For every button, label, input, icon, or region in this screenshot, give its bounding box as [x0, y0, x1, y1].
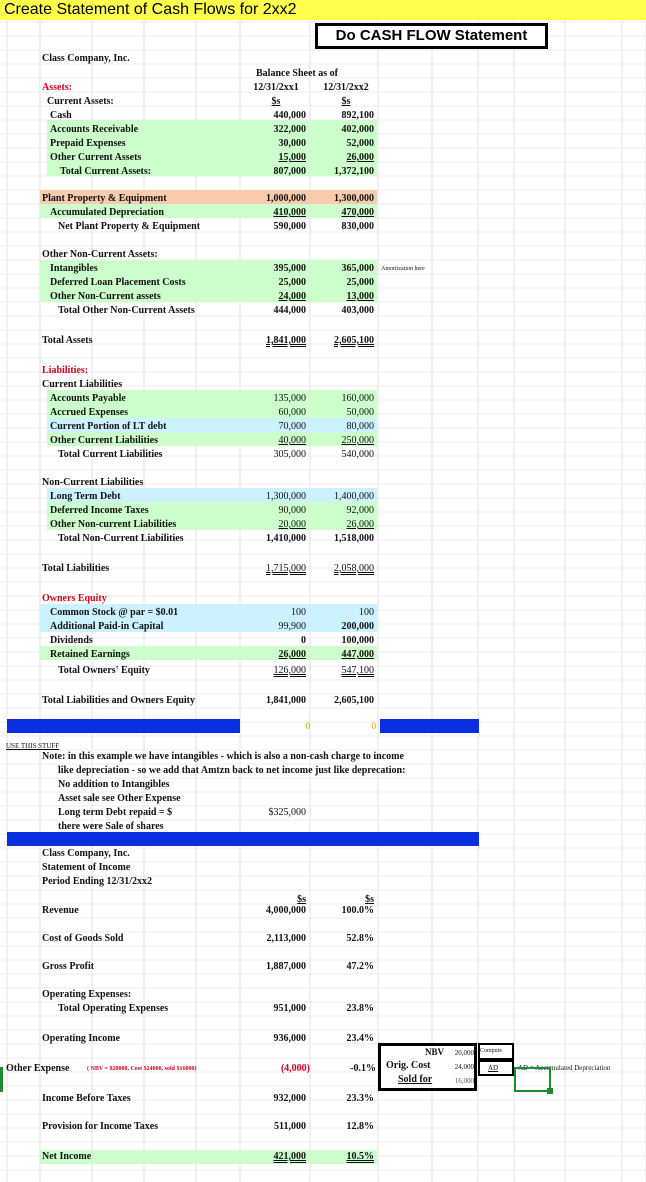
- other-nc-assets-heading: Other Non-Current Assets:: [42, 249, 158, 260]
- ltd-v1: 1,300,000: [266, 491, 306, 502]
- total-cl-v1: 305,000: [273, 449, 306, 460]
- accdep-v1: 410,000: [273, 207, 306, 218]
- total-cl-v2: 540,000: [341, 449, 374, 460]
- is-company: Class Company, Inc.: [42, 848, 130, 859]
- section-divider-bar: [7, 832, 479, 846]
- ap-label: Accounts Payable: [50, 393, 126, 404]
- cash-flow-task-box[interactable]: Do CASH FLOW Statement: [315, 23, 548, 49]
- total-other-nc-v2: 403,000: [341, 305, 374, 316]
- other-ncl-label: Other Non-current Liabilities: [50, 519, 177, 530]
- other-cl-v2: 250,000: [341, 435, 374, 446]
- opex-label: Total Operating Expenses: [58, 1003, 169, 1014]
- ltd-repaid-value: $325,000: [268, 807, 306, 818]
- cash-v1: 440,000: [273, 110, 306, 121]
- total-ncl-v2: 1,518,000: [334, 533, 374, 544]
- total-assets-v1: 1,841,000: [266, 335, 306, 346]
- other-current-assets-v2: 26,000: [346, 152, 374, 163]
- ppe-v2: 1,300,000: [334, 193, 374, 204]
- gross-profit-label: Gross Profit: [42, 961, 95, 972]
- other-nc-assets-v1: 24,000: [278, 291, 306, 302]
- is-col-1: $s: [297, 894, 306, 905]
- re-label: Retained Earnings: [50, 649, 130, 660]
- check-value-2: 0: [371, 721, 376, 731]
- other-nc-assets-v2: 13,000: [346, 291, 374, 302]
- accdep-v2: 470,000: [341, 207, 374, 218]
- common-stock-label: Common Stock @ par = $0.01: [50, 607, 179, 618]
- total-liabilities-v2: 2,058,000: [334, 563, 374, 574]
- dividends-v2: 100,000: [341, 635, 374, 646]
- other-ncl-v1: 20,000: [278, 519, 306, 530]
- ar-v2: 402,000: [341, 124, 374, 135]
- is-period: Period Ending 12/31/2xx2: [42, 876, 153, 887]
- intangibles-v1: 395,000: [273, 263, 306, 274]
- date-col-1: 12/31/2xx1: [253, 82, 299, 93]
- orig-cost-label: Orig. Cost: [386, 1060, 431, 1071]
- balance-sheet-header: Balance Sheet as of: [256, 68, 338, 79]
- use-this-stuff-label: USE THIS STUFF: [6, 742, 60, 750]
- liabilities-heading: Liabilities:: [42, 365, 89, 376]
- assets-heading: Assets:: [42, 82, 72, 93]
- net-ppe-label: Net Plant Property & Equipment: [58, 221, 201, 232]
- nbv-value: 20,000: [454, 1049, 474, 1057]
- sheet-title: Create Statement of Cash Flows for 2xx2: [4, 1, 297, 18]
- total-cl-label: Total Current Liabilities: [58, 449, 163, 460]
- nbv-label: NBV: [425, 1047, 445, 1057]
- note-line-6: there were Sale of shares: [58, 821, 164, 832]
- ad-definition: AD = Accumulated Depreciation: [518, 1064, 611, 1072]
- other-expense-value: (4,000): [280, 1063, 310, 1074]
- total-equity-v2: 547,100: [341, 665, 374, 676]
- op-income-value: 936,000: [273, 1033, 306, 1044]
- revenue-pct: 100.0%: [341, 905, 374, 916]
- op-income-pct: 23.4%: [346, 1033, 374, 1044]
- current-lt-v1: 70,000: [278, 421, 306, 432]
- currency-col-1: $s: [271, 96, 281, 107]
- cogs-value: 2,113,000: [266, 933, 306, 944]
- current-assets-heading: Current Assets:: [47, 96, 114, 107]
- note-line-1: Note: in this example we have intangibles - which is also a non-cash charge to income: [42, 751, 404, 762]
- opex-value: 951,000: [273, 1003, 306, 1014]
- loan-costs-label: Deferred Loan Placement Costs: [50, 277, 186, 288]
- check-bar-left: [7, 719, 240, 733]
- accrued-v2: 50,000: [346, 407, 374, 418]
- total-assets-v2: 2,605,100: [334, 335, 374, 346]
- total-other-nc-v1: 444,000: [273, 305, 306, 316]
- other-current-assets-label: Other Current Assets: [50, 152, 142, 163]
- tax-pct: 12.8%: [346, 1121, 374, 1132]
- total-assets-label: Total Assets: [42, 335, 93, 346]
- dit-v1: 90,000: [278, 505, 306, 516]
- tax-label: Provision for Income Taxes: [42, 1121, 159, 1132]
- cash-v2: 892,100: [341, 110, 374, 121]
- other-expense-label: Other Expense: [6, 1063, 70, 1074]
- revenue-label: Revenue: [42, 905, 79, 916]
- intangibles-label: Intangibles: [50, 263, 98, 274]
- compute-label: Compute: [480, 1048, 502, 1054]
- total-liabilities-label: Total Liabilities: [42, 563, 110, 574]
- intangibles-v2: 365,000: [341, 263, 374, 274]
- amortization-note: Amortization here: [381, 266, 425, 272]
- ap-v1: 135,000: [273, 393, 306, 404]
- re-v2: 447,000: [341, 649, 374, 660]
- loan-costs-v2: 25,000: [346, 277, 374, 288]
- ap-v2: 160,000: [341, 393, 374, 404]
- fill-handle[interactable]: [547, 1088, 553, 1094]
- sold-for-value: 16,000: [454, 1077, 474, 1085]
- net-income-value: 421,000: [273, 1151, 306, 1162]
- common-stock-v2: 100: [359, 607, 374, 618]
- prepaid-v2: 52,000: [346, 138, 374, 149]
- company-name: Class Company, Inc.: [42, 53, 130, 64]
- accdep-label: Accumulated Depreciation: [50, 207, 164, 218]
- common-stock-v1: 100: [291, 607, 306, 618]
- apic-v1: 99,900: [278, 621, 306, 632]
- other-expense-pct: -0.1%: [350, 1063, 376, 1074]
- cash-label: Cash: [50, 110, 72, 121]
- total-ncl-label: Total Non-Current Liabilities: [58, 533, 184, 544]
- other-expense-detail: ( NBV = $20000, Cost $24000, sold $16000): [87, 1066, 197, 1072]
- current-liabilities-heading: Current Liabilities: [42, 379, 123, 390]
- total-le-v2: 2,605,100: [334, 695, 374, 706]
- ppe-v1: 1,000,000: [266, 193, 306, 204]
- loan-costs-v1: 25,000: [278, 277, 306, 288]
- total-current-assets-v1: 807,000: [273, 166, 306, 177]
- total-le-label: Total Liabilities and Owners Equity: [42, 695, 195, 706]
- ad-label: AD: [488, 1064, 499, 1072]
- note-line-4: Asset sale see Other Expense: [58, 793, 181, 804]
- total-liabilities-v1: 1,715,000: [266, 563, 306, 574]
- net-income-label: Net Income: [42, 1151, 92, 1162]
- apic-label: Additional Paid-in Capital: [50, 621, 164, 632]
- gross-profit-value: 1,887,000: [266, 961, 306, 972]
- is-col-2: $s: [365, 894, 374, 905]
- tax-value: 511,000: [274, 1121, 306, 1132]
- other-current-assets-v1: 15,000: [278, 152, 306, 163]
- total-equity-label: Total Owners' Equity: [58, 665, 150, 676]
- accrued-label: Accrued Expenses: [50, 407, 129, 418]
- selected-cell[interactable]: [514, 1067, 551, 1092]
- currency-col-2: $s: [341, 96, 351, 107]
- note-line-5: Long term Debt repaid = $: [58, 807, 173, 818]
- apic-v2: 200,000: [341, 621, 374, 632]
- current-lt-v2: 80,000: [346, 421, 374, 432]
- ebt-value: 932,000: [273, 1093, 306, 1104]
- note-line-2: like depreciation - so we add that Amtzn back to net income just like deprecation:: [58, 765, 406, 776]
- sold-for-label: Sold for: [398, 1074, 433, 1085]
- dit-label: Deferred Income Taxes: [50, 505, 149, 516]
- dividends-label: Dividends: [50, 635, 93, 646]
- dit-v2: 92,000: [346, 505, 374, 516]
- row-selection-marker: [0, 1067, 3, 1092]
- net-ppe-v2: 830,000: [341, 221, 374, 232]
- opex-heading: Operating Expenses:: [42, 989, 132, 1000]
- ar-v1: 322,000: [273, 124, 306, 135]
- orig-cost-value: 24,000: [454, 1063, 474, 1071]
- prepaid-v1: 30,000: [278, 138, 306, 149]
- cogs-pct: 52.8%: [346, 933, 374, 944]
- other-ncl-v2: 26,000: [346, 519, 374, 530]
- ltd-label: Long Term Debt: [50, 491, 121, 502]
- total-current-assets-label: Total Current Assets:: [60, 166, 152, 177]
- date-col-2: 12/31/2xx2: [323, 82, 369, 93]
- total-equity-v1: 126,000: [273, 665, 306, 676]
- ar-label: Accounts Receivable: [50, 124, 139, 135]
- ltd-v2: 1,400,000: [334, 491, 374, 502]
- net-ppe-v1: 590,000: [273, 221, 306, 232]
- equity-heading: Owners Equity: [42, 593, 107, 604]
- ppe-label: Plant Property & Equipment: [42, 193, 167, 204]
- total-ncl-v1: 1,410,000: [266, 533, 306, 544]
- check-bar-right: [380, 719, 479, 733]
- check-value-1: 0: [305, 721, 310, 731]
- ebt-label: Income Before Taxes: [42, 1093, 131, 1104]
- net-income-pct: 10.5%: [346, 1151, 374, 1162]
- opex-pct: 23.8%: [346, 1003, 374, 1014]
- prepaid-label: Prepaid Expenses: [50, 138, 126, 149]
- note-line-3: No addition to Intangibles: [58, 779, 170, 790]
- current-lt-label: Current Portion of LT debt: [50, 421, 167, 432]
- accrued-v1: 60,000: [278, 407, 306, 418]
- ebt-pct: 23.3%: [346, 1093, 374, 1104]
- is-title: Statement of Income: [42, 862, 131, 873]
- revenue-value: 4,000,000: [266, 905, 306, 916]
- other-cl-label: Other Current Liabilities: [50, 435, 158, 446]
- op-income-label: Operating Income: [42, 1033, 121, 1044]
- total-other-nc-label: Total Other Non-Current Assets: [58, 305, 195, 316]
- other-nc-assets-label: Other Non-Current assets: [50, 291, 161, 302]
- dividends-v1: 0: [301, 635, 306, 646]
- total-current-assets-v2: 1,372,100: [334, 166, 374, 177]
- nc-liabilities-heading: Non-Current Liabilities: [42, 477, 144, 488]
- re-v1: 26,000: [278, 649, 306, 660]
- gross-profit-pct: 47.2%: [346, 961, 374, 972]
- cogs-label: Cost of Goods Sold: [42, 933, 124, 944]
- total-le-v1: 1,841,000: [266, 695, 306, 706]
- other-cl-v1: 40,000: [278, 435, 306, 446]
